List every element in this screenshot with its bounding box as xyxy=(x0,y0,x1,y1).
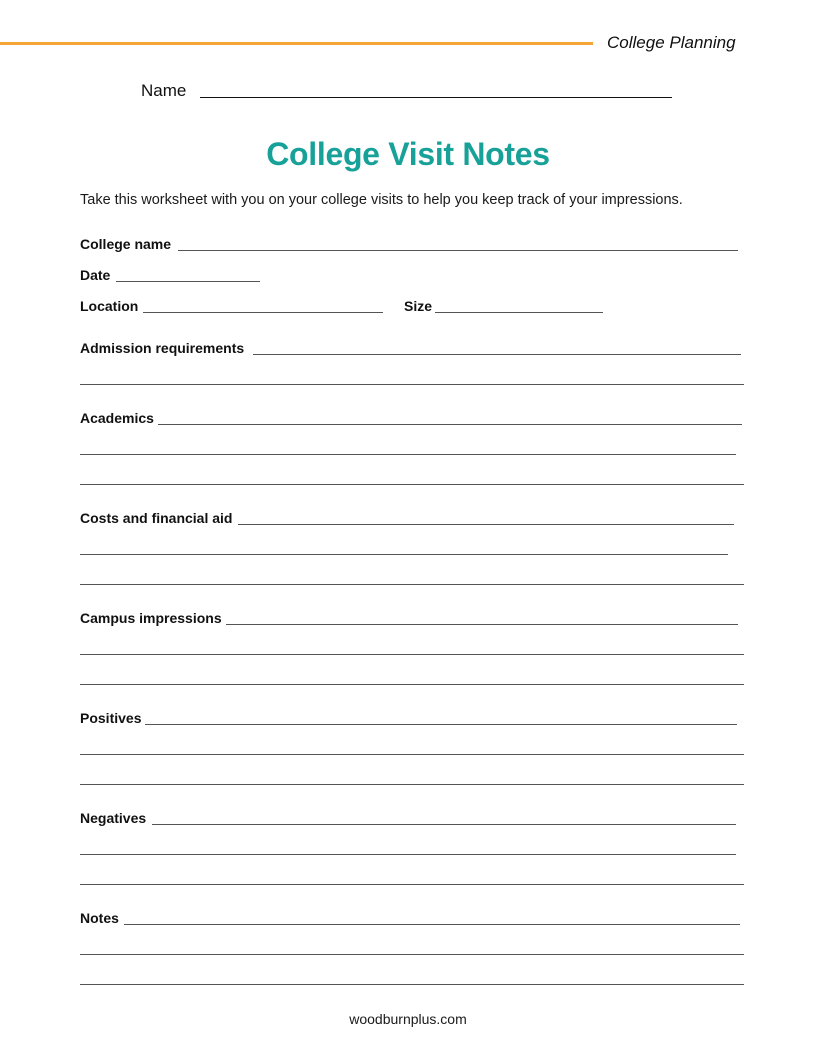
section-label-academics: Academics xyxy=(80,410,154,426)
intro-text: Take this worksheet with you on your college visits to help you keep track of your impressions. xyxy=(80,192,683,208)
section-line-academics-1[interactable] xyxy=(80,454,736,455)
location-field[interactable] xyxy=(143,312,383,313)
size-field[interactable] xyxy=(435,312,603,313)
section-field-notes[interactable] xyxy=(124,924,740,925)
section-field-costs[interactable] xyxy=(238,524,734,525)
header-rule xyxy=(0,42,593,45)
section-line-positives-1[interactable] xyxy=(80,754,744,755)
date-label: Date xyxy=(80,267,111,283)
section-label-negatives: Negatives xyxy=(80,810,147,826)
section-field-admission[interactable] xyxy=(253,354,741,355)
footer-url[interactable]: woodburnplus.com xyxy=(349,1011,467,1027)
section-label-notes: Notes xyxy=(80,910,119,926)
section-label-admission: Admission requirements xyxy=(80,340,245,356)
section-label-campus: Campus impressions xyxy=(80,610,222,626)
section-line-campus-2[interactable] xyxy=(80,684,744,685)
section-label-costs: Costs and financial aid xyxy=(80,510,233,526)
section-line-admission-1[interactable] xyxy=(80,384,744,385)
header-tag: College Planning xyxy=(607,33,736,52)
section-line-costs-2[interactable] xyxy=(80,584,744,585)
section-line-notes-1[interactable] xyxy=(80,954,744,955)
name-label: Name xyxy=(141,81,187,100)
size-label: Size xyxy=(404,298,433,314)
section-line-campus-1[interactable] xyxy=(80,654,744,655)
section-line-academics-2[interactable] xyxy=(80,484,744,485)
section-line-positives-2[interactable] xyxy=(80,784,744,785)
section-label-positives: Positives xyxy=(80,710,142,726)
section-field-negatives[interactable] xyxy=(152,824,736,825)
section-field-positives[interactable] xyxy=(145,724,737,725)
location-label: Location xyxy=(80,298,139,314)
page-title: College Visit Notes xyxy=(266,136,550,172)
date-field[interactable] xyxy=(116,281,260,282)
section-field-academics[interactable] xyxy=(158,424,742,425)
name-field[interactable] xyxy=(200,97,672,98)
section-line-negatives-2[interactable] xyxy=(80,884,744,885)
section-line-costs-1[interactable] xyxy=(80,554,728,555)
section-line-negatives-1[interactable] xyxy=(80,854,736,855)
college-name-label: College name xyxy=(80,236,172,252)
section-field-campus[interactable] xyxy=(226,624,738,625)
college-name-field[interactable] xyxy=(178,250,738,251)
section-line-notes-2[interactable] xyxy=(80,984,744,985)
